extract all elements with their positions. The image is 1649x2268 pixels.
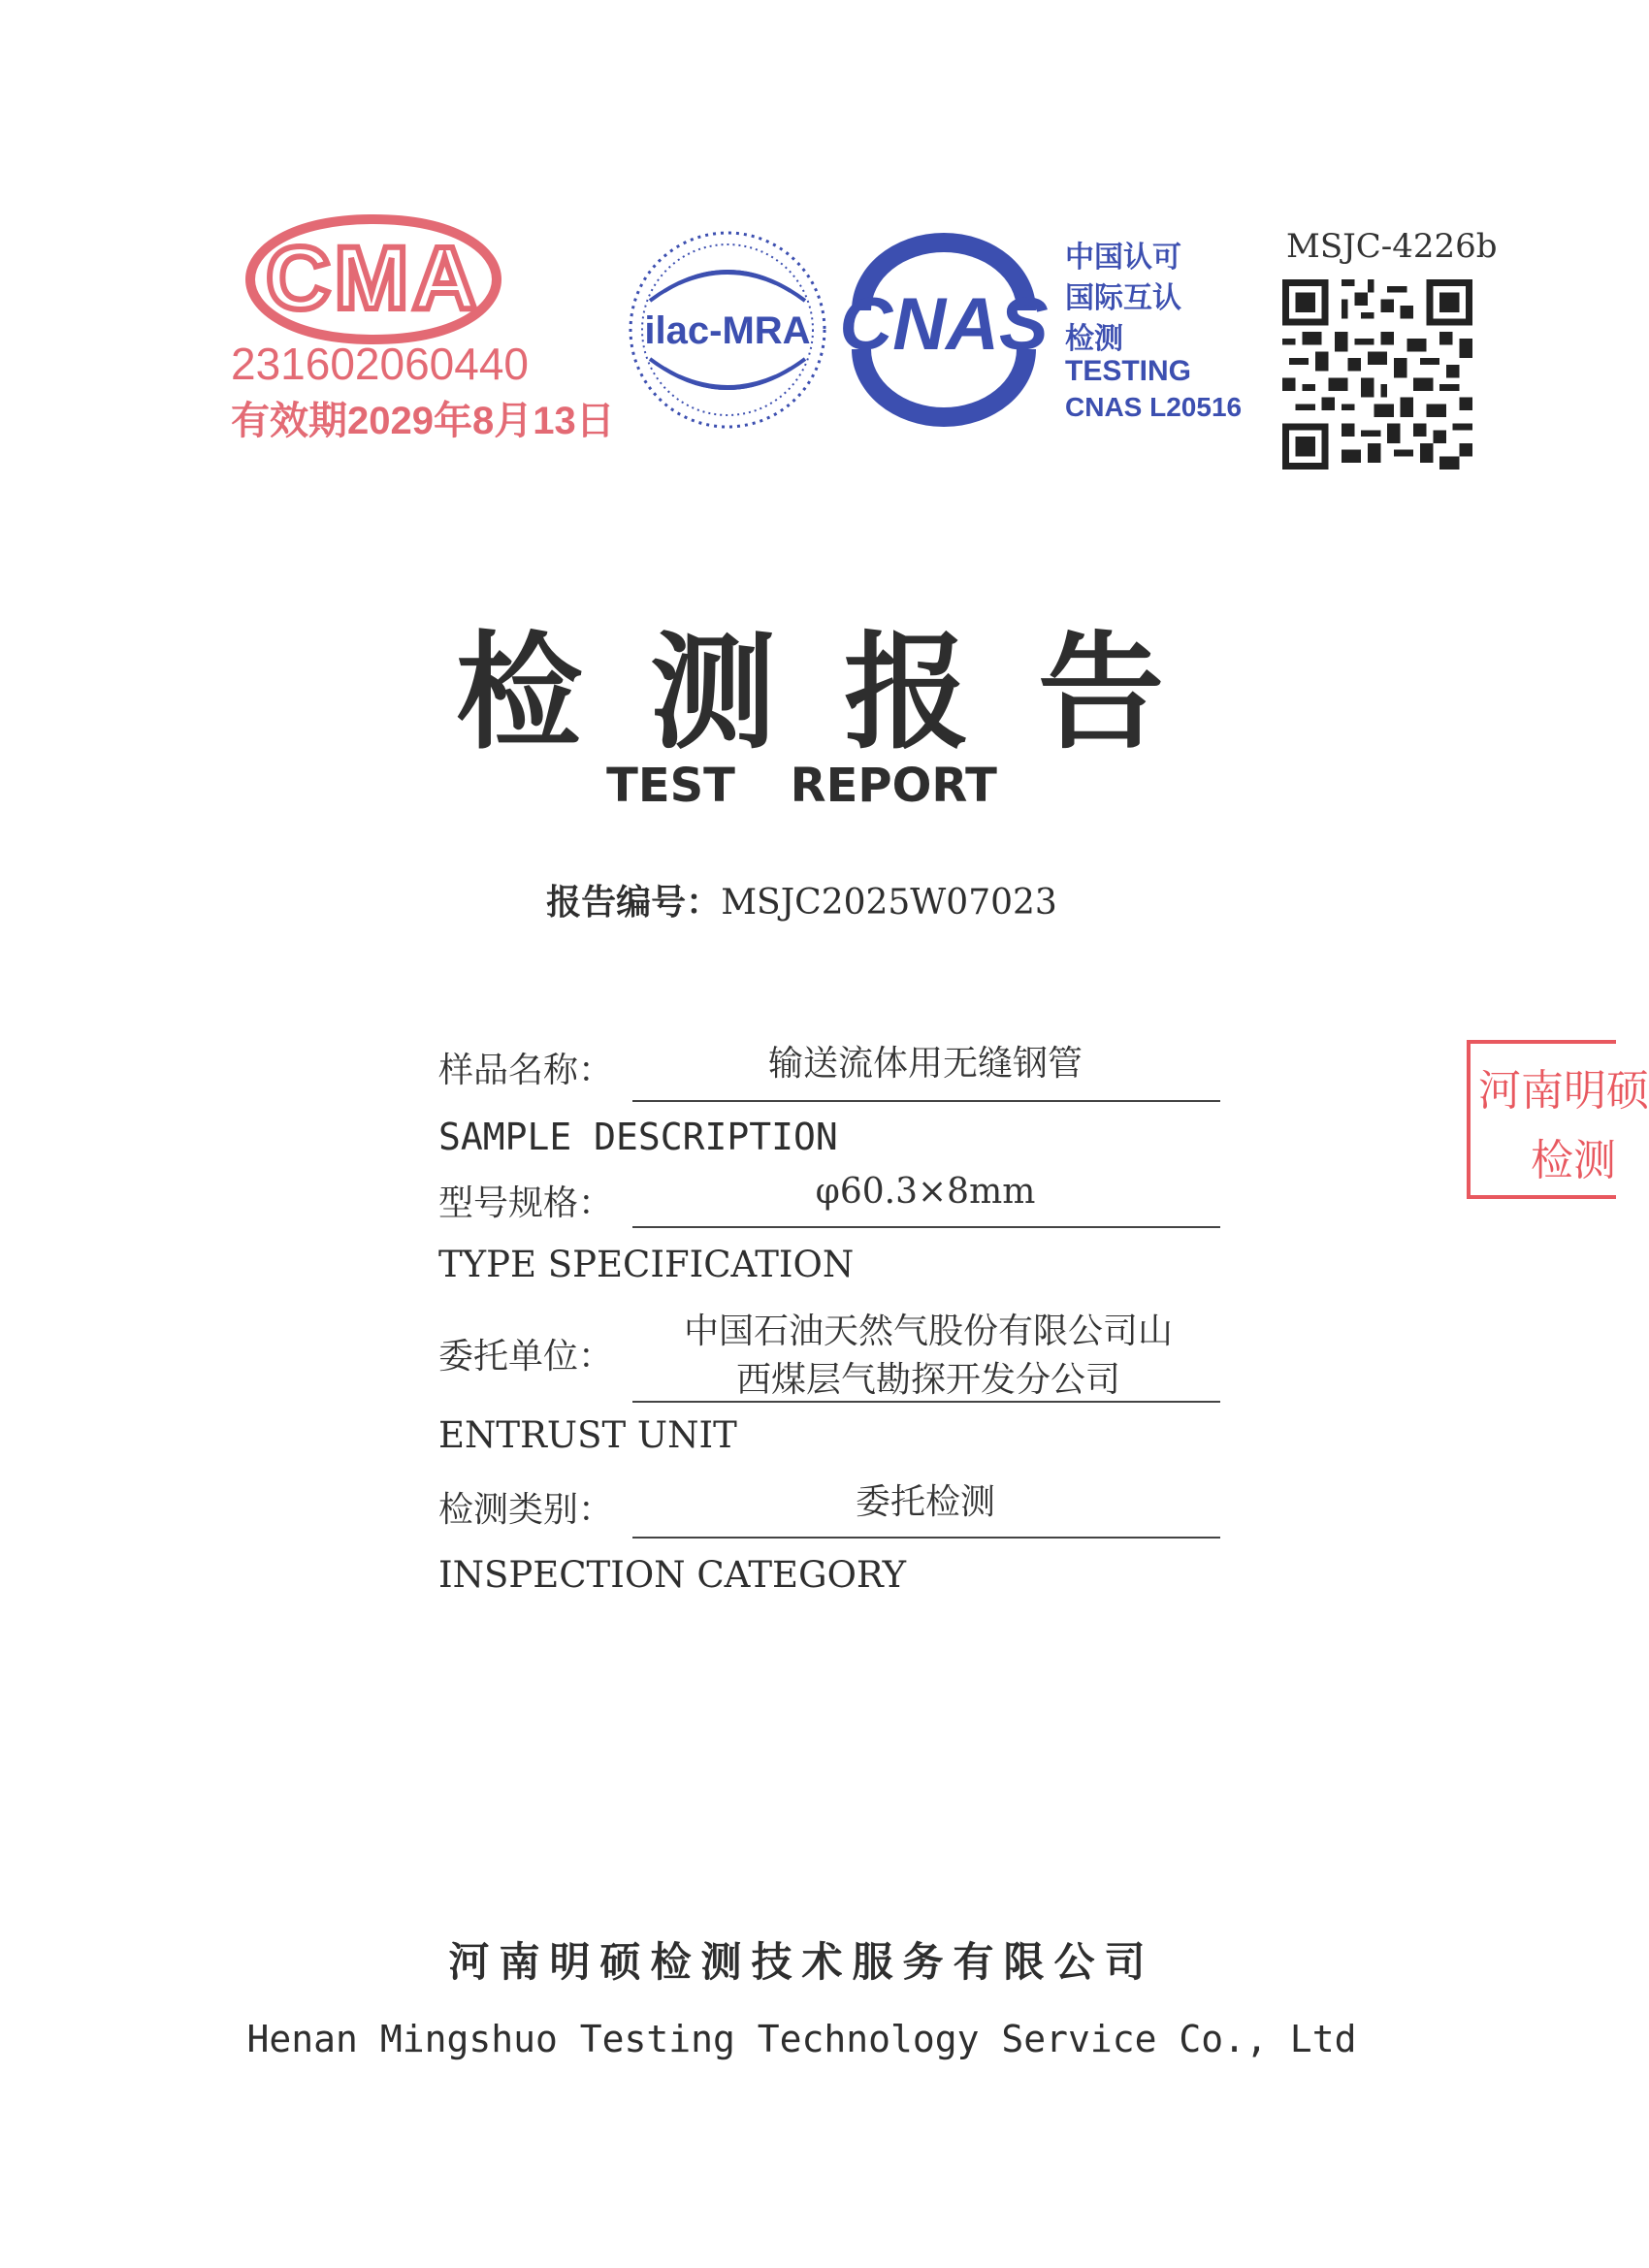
type-underline [632, 1226, 1220, 1228]
sample-underline [632, 1100, 1220, 1102]
sample-name-value: 输送流体用无缝钢管 [767, 1044, 1083, 1084]
inspection-category-label-en: INSPECTION CATEGORY [438, 1554, 907, 1596]
entrust-unit-value-line1: 中国石油天然气股份有限公司山 [683, 1312, 1173, 1351]
cnas-caption-line4: TESTING [1065, 355, 1192, 387]
report-title-cn: 检测报告 [456, 619, 1233, 766]
seal-stamp-text-line1: 河南明硕 [1478, 1066, 1649, 1116]
report-number-line [0, 875, 1603, 924]
type-spec-label-en: TYPE SPECIFICATION [438, 1244, 855, 1285]
qr-code-icon [1282, 279, 1472, 470]
category-underline [632, 1537, 1220, 1539]
type-spec-value: φ60.3×8mm [815, 1172, 1036, 1212]
report-number-value: MSJC2025W07023 [721, 883, 1057, 923]
cma-number: 231602060440 [231, 339, 529, 389]
entrust-underline [632, 1401, 1220, 1403]
cma-logo-letters: CMA [266, 229, 481, 328]
cnas-caption-line3: 检测 [1065, 323, 1123, 355]
cnas-logo-text: CNAS [839, 283, 1049, 366]
sample-description-label-en: SAMPLE DESCRIPTION [438, 1116, 838, 1158]
sample-name-label: 样品名称： [438, 1051, 614, 1090]
cnas-caption-line2: 国际互认 [1065, 282, 1181, 314]
cma-logo-icon [233, 211, 514, 347]
ilac-mra-text: ilac-MRA [644, 309, 811, 352]
type-spec-label: 型号规格： [438, 1183, 614, 1223]
cnas-accreditation-number: CNAS L20516 [1065, 392, 1243, 422]
inspection-category-label: 检测类别： [438, 1490, 614, 1530]
ilac-mra-logo-icon [621, 223, 834, 437]
entrust-unit-label: 委托单位： [438, 1337, 614, 1377]
cnas-logo-icon [832, 243, 1055, 417]
company-name-en: Henan Mingshuo Testing Technology Service Co., Ltd [246, 2018, 1357, 2060]
seal-stamp-text-line2: 检测 [1531, 1136, 1616, 1185]
company-name-cn: 河南明硕检测技术服务有限公司 [448, 1938, 1155, 1986]
cma-validity: 有效期2029年8月13日 [231, 400, 615, 442]
qr-code-label: MSJC-4226b [1286, 227, 1498, 266]
report-title-en: TEST REPORT [606, 759, 997, 813]
inspection-category-value: 委托检测 [855, 1482, 995, 1522]
cnas-caption-line1: 中国认可 [1065, 242, 1181, 274]
report-number-label: 报告编号： [546, 883, 722, 923]
entrust-unit-label-en: ENTRUST UNIT [438, 1414, 737, 1456]
entrust-unit-value-line2: 西煤层气勘探开发分公司 [735, 1360, 1120, 1400]
